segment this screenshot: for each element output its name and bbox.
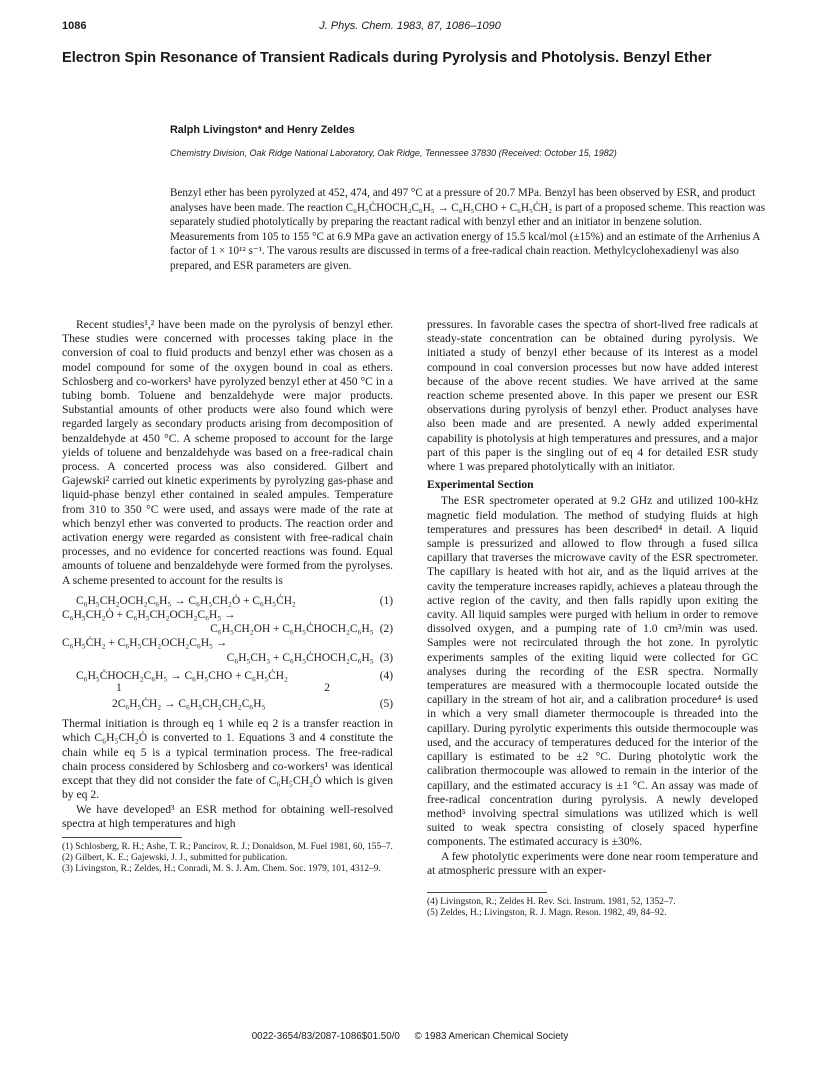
equation-5: [62, 697, 393, 711]
equation-4: [62, 669, 393, 683]
photolytic-paragraph: A few photolytic experiments were done near room temperature and at atmospheric pressure with an exper-: [427, 849, 758, 877]
equation-3-number: (3): [379, 651, 393, 664]
equation-5-text: 2C₆H₅ĊH₂ → C₆H₅CH₂CH₂C₆H₅: [112, 698, 266, 711]
footnote-4: (4) Livingston, R.; Zeldes H. Rev. Sci. Instrum. 1981, 52, 1352–7.: [427, 896, 676, 907]
equation-3-line-2: C₆H₅CH₃ + C₆H₅ĊHOCH₂C₆H₅: [226, 651, 374, 664]
equation-4-number: (4): [379, 669, 393, 682]
section-heading: Experimental Section: [427, 478, 534, 492]
equation-4-text: C₆H₅ĊHOCH₂C₆H₅ → C₆H₅CHO + C₆H₅ĊH₂: [76, 669, 288, 682]
abstract-text: Benzyl ether has been pyrolyzed at 452, 474, and 497 °C at a pressure of 20.7 MPa. Benzyl has been observed by ESR, and product analyses have been made. The reaction C₆H₅ĊHOCH₂C₆H₅ → C₆H₅CHO + C₆H₅ĊH₂ is part of a proposed scheme. This reaction was separately studied photolytically by preparing the reactant radical with benzyl ether and an initiator in benzene solution. Measurements from 105 to 155 °C at 6.9 MPa gave an activation energy of 15.5 kcal/mol (±15%) and an estimate of the Arrhenius A factor of 1 × 10¹² s⁻¹. The varous results are discussed in terms of a free-radical chain reaction. Methylcyclohexadienyl was also prepared, and ESR parameters are given.: [170, 187, 766, 272]
right-column: [427, 318, 758, 919]
article-code: 0022-3654/83/2087-1086$01.50/0: [251, 1031, 400, 1042]
equation-3: [62, 636, 393, 664]
article-title: Electron Spin Resonance of Transient Radicals during Pyrolysis and Photolysis. Benzyl Ether: [62, 50, 712, 66]
continuation-paragraph: pressures. In favorable cases the spectra of short-lived free radicals at steady-state concentration can be obtained during pyrolysis. We initiated a study of benzyl ether because of its interest as a model compound in coal conversion processes but now have added interest because of the above recent studies. We have arrived at the same reaction scheme presented above. In this paper we present our ESR observations during pyrolysis of benzyl ether. Product analyses have also been made and are presented. A newly added experimental capability is photolysis at high temperatures and pressures, and a major part of this paper is the singling out of eq 4 for detailed ESR study where 1 was prepared photolytically with an initiator.: [427, 318, 758, 474]
page-footer: [0, 1031, 820, 1042]
equation-2-line-1: C₆H₅CH₂Ȯ + C₆H₅CH₂OCH₂C₆H₅ →: [62, 609, 236, 622]
footnotes-right: [427, 897, 758, 919]
page-number: 1086: [62, 20, 87, 32]
equation-2: [62, 608, 393, 636]
footnote-2: (2) Gilbert, K. E.; Gajewski, J. J., submitted for publication.: [62, 852, 288, 863]
footnote-3: (3) Livingston, R.; Zeldes, H.; Conradi, M. S. J. Am. Chem. Soc. 1979, 101, 4312–9.: [62, 863, 381, 874]
affiliation: Chemistry Division, Oak Ridge National Laboratory, Oak Ridge, Tennessee 37830 (Received: October 15, 1982): [170, 148, 617, 158]
footnote-5: (5) Zeldes, H.; Livingston, R. J. Magn. Reson. 1982, 49, 84–92.: [427, 907, 667, 918]
equation-1: [62, 594, 393, 608]
equation-2-line-2: C₆H₅CH₂OH + C₆H₅ĊHOCH₂C₆H₅: [210, 623, 374, 636]
experimental-paragraph: The ESR spectrometer operated at 9.2 GHz and utilized 100-kHz magnetic field modulation. The method of studying fluids at high temperatures and pressures has been described⁴ in detail. A liquid sample is pressurized and allowed to flow through a fused silica capillary that traverses the microwave cavity of the ESR spectrometer. The capillary is heated with hot air, and as the liquid arrives at the cavity the temperature increases rapidly, achieves a plateau through the active region of the cavity, and then falls rapidly upon exiting the cavity. All liquid samples were purged with helium in order to remove dissolved oxygen, and a pumping rate of 1.0 cm³/min was used. Samples were not recirculated through the hot zone. In pyrolytic experiments samples of the exiting liquid were collected for GC analyses during the recording of the ESR spectra. Normally temperatures are measured with a thermocouple located outside the capillary in the stream of hot air, and a calibration procedure⁴ is used in which a very small diameter thermocouple is threaded into the capillary. During pyrolytic experiments this outside thermocouple was used, and the accuracy of temperatures deduced for the interior of the capillary is estimated to be ±2 °C. During photolytic work the calibration thermocouple was allowed to remain in the interior of the capillary, and the estimated accuracy is ±1 °C. An assay was made of free-radical concentration during pyrolysis. A newly developed method⁵ involving spectral simulations was utilized which is well suited to weak spectra consisting of closely spaced hyperfine components. The estimated accuracy is ±30%.: [427, 494, 758, 849]
copyright: © 1983 American Chemical Society: [414, 1031, 569, 1042]
equation-4-labels: [116, 683, 330, 695]
author-list: Ralph Livingston* and Henry Zeldes: [170, 124, 355, 136]
left-column: [62, 318, 393, 875]
abstract: [170, 186, 766, 273]
footnote-divider: [427, 892, 547, 893]
equation-3-line-1: C₆H₅ĊH₂ + C₆H₅CH₂OCH₂C₆H₅ →: [62, 637, 228, 650]
equation-1-text: C₆H₅CH₂OCH₂C₆H₅ → C₆H₅CH₂Ȯ + C₆H₅ĊH₂: [76, 594, 296, 607]
intro-paragraph: Recent studies¹,² have been made on the pyrolysis of benzyl ether. These studies were concerned with processes taking place in the conversion of coal to fluid products and benzyl ether was chosen as a model compound for some of the oxygen bound in coal as ethers. Schlosberg and co-workers¹ have pyrolyzed benzyl ether at 450 °C in a tubing bomb. Toluene and benzaldehyde were major products. Substantial amounts of other products were also found which were regarded largely as secondary products arising from decomposition of benzaldehyde at 450 °C. A scheme proposed to account for the large yields of toluene and benzaldehyde was based on a free-radical chain process. A concerted process was also considered. Gilbert and Gajewski² carried out kinetic experiments by pyrolyzing gas-phase and liquid-phase benzyl ether contained in sealed ampules. Temperature from 310 to 350 °C were used, and assays were made of the rate at which benzyl ether was converted to products. The reaction order and activation energy were regarded as consistent with free-radical chain processes, and no evidence for concerted reactions was found. Equal amounts of toluene and benzaldehyde were formed from the pyrolyses. A scheme presented to account for the results is: [62, 318, 393, 587]
equation-5-number: (5): [379, 698, 393, 711]
radical-label-1: 1: [116, 682, 122, 695]
footnote-1: (1) Schlosberg, R. H.; Ashe, T. R.; Pancirov, R. J.; Donaldson, M. Fuel 1981, 60, 155–7.: [62, 841, 393, 852]
equation-2-number: (2): [379, 623, 393, 636]
journal-citation: J. Phys. Chem. 1983, 87, 1086–1090: [319, 20, 501, 32]
footnotes-left: [62, 842, 393, 875]
method-paragraph: We have developed³ an ESR method for obtaining well-resolved spectra at high temperatures and high: [62, 802, 393, 830]
footnote-divider: [62, 837, 182, 838]
scheme-discussion-paragraph: Thermal initiation is through eq 1 while eq 2 is a transfer reaction in which C₆H₅CH₂Ȯ is converted to 1. Equations 3 and 4 constitute the chain while eq 5 is a typical termination process. The free-radical chain process considered by Schlosberg and co-workers¹ was identical except that they did not consider the fate of C₆H₅CH₂Ȯ which is given by eq 2.: [62, 717, 393, 802]
reaction-scheme: [62, 594, 393, 711]
radical-label-2: 2: [324, 682, 330, 695]
equation-1-number: (1): [379, 594, 393, 607]
running-header: [62, 20, 758, 38]
